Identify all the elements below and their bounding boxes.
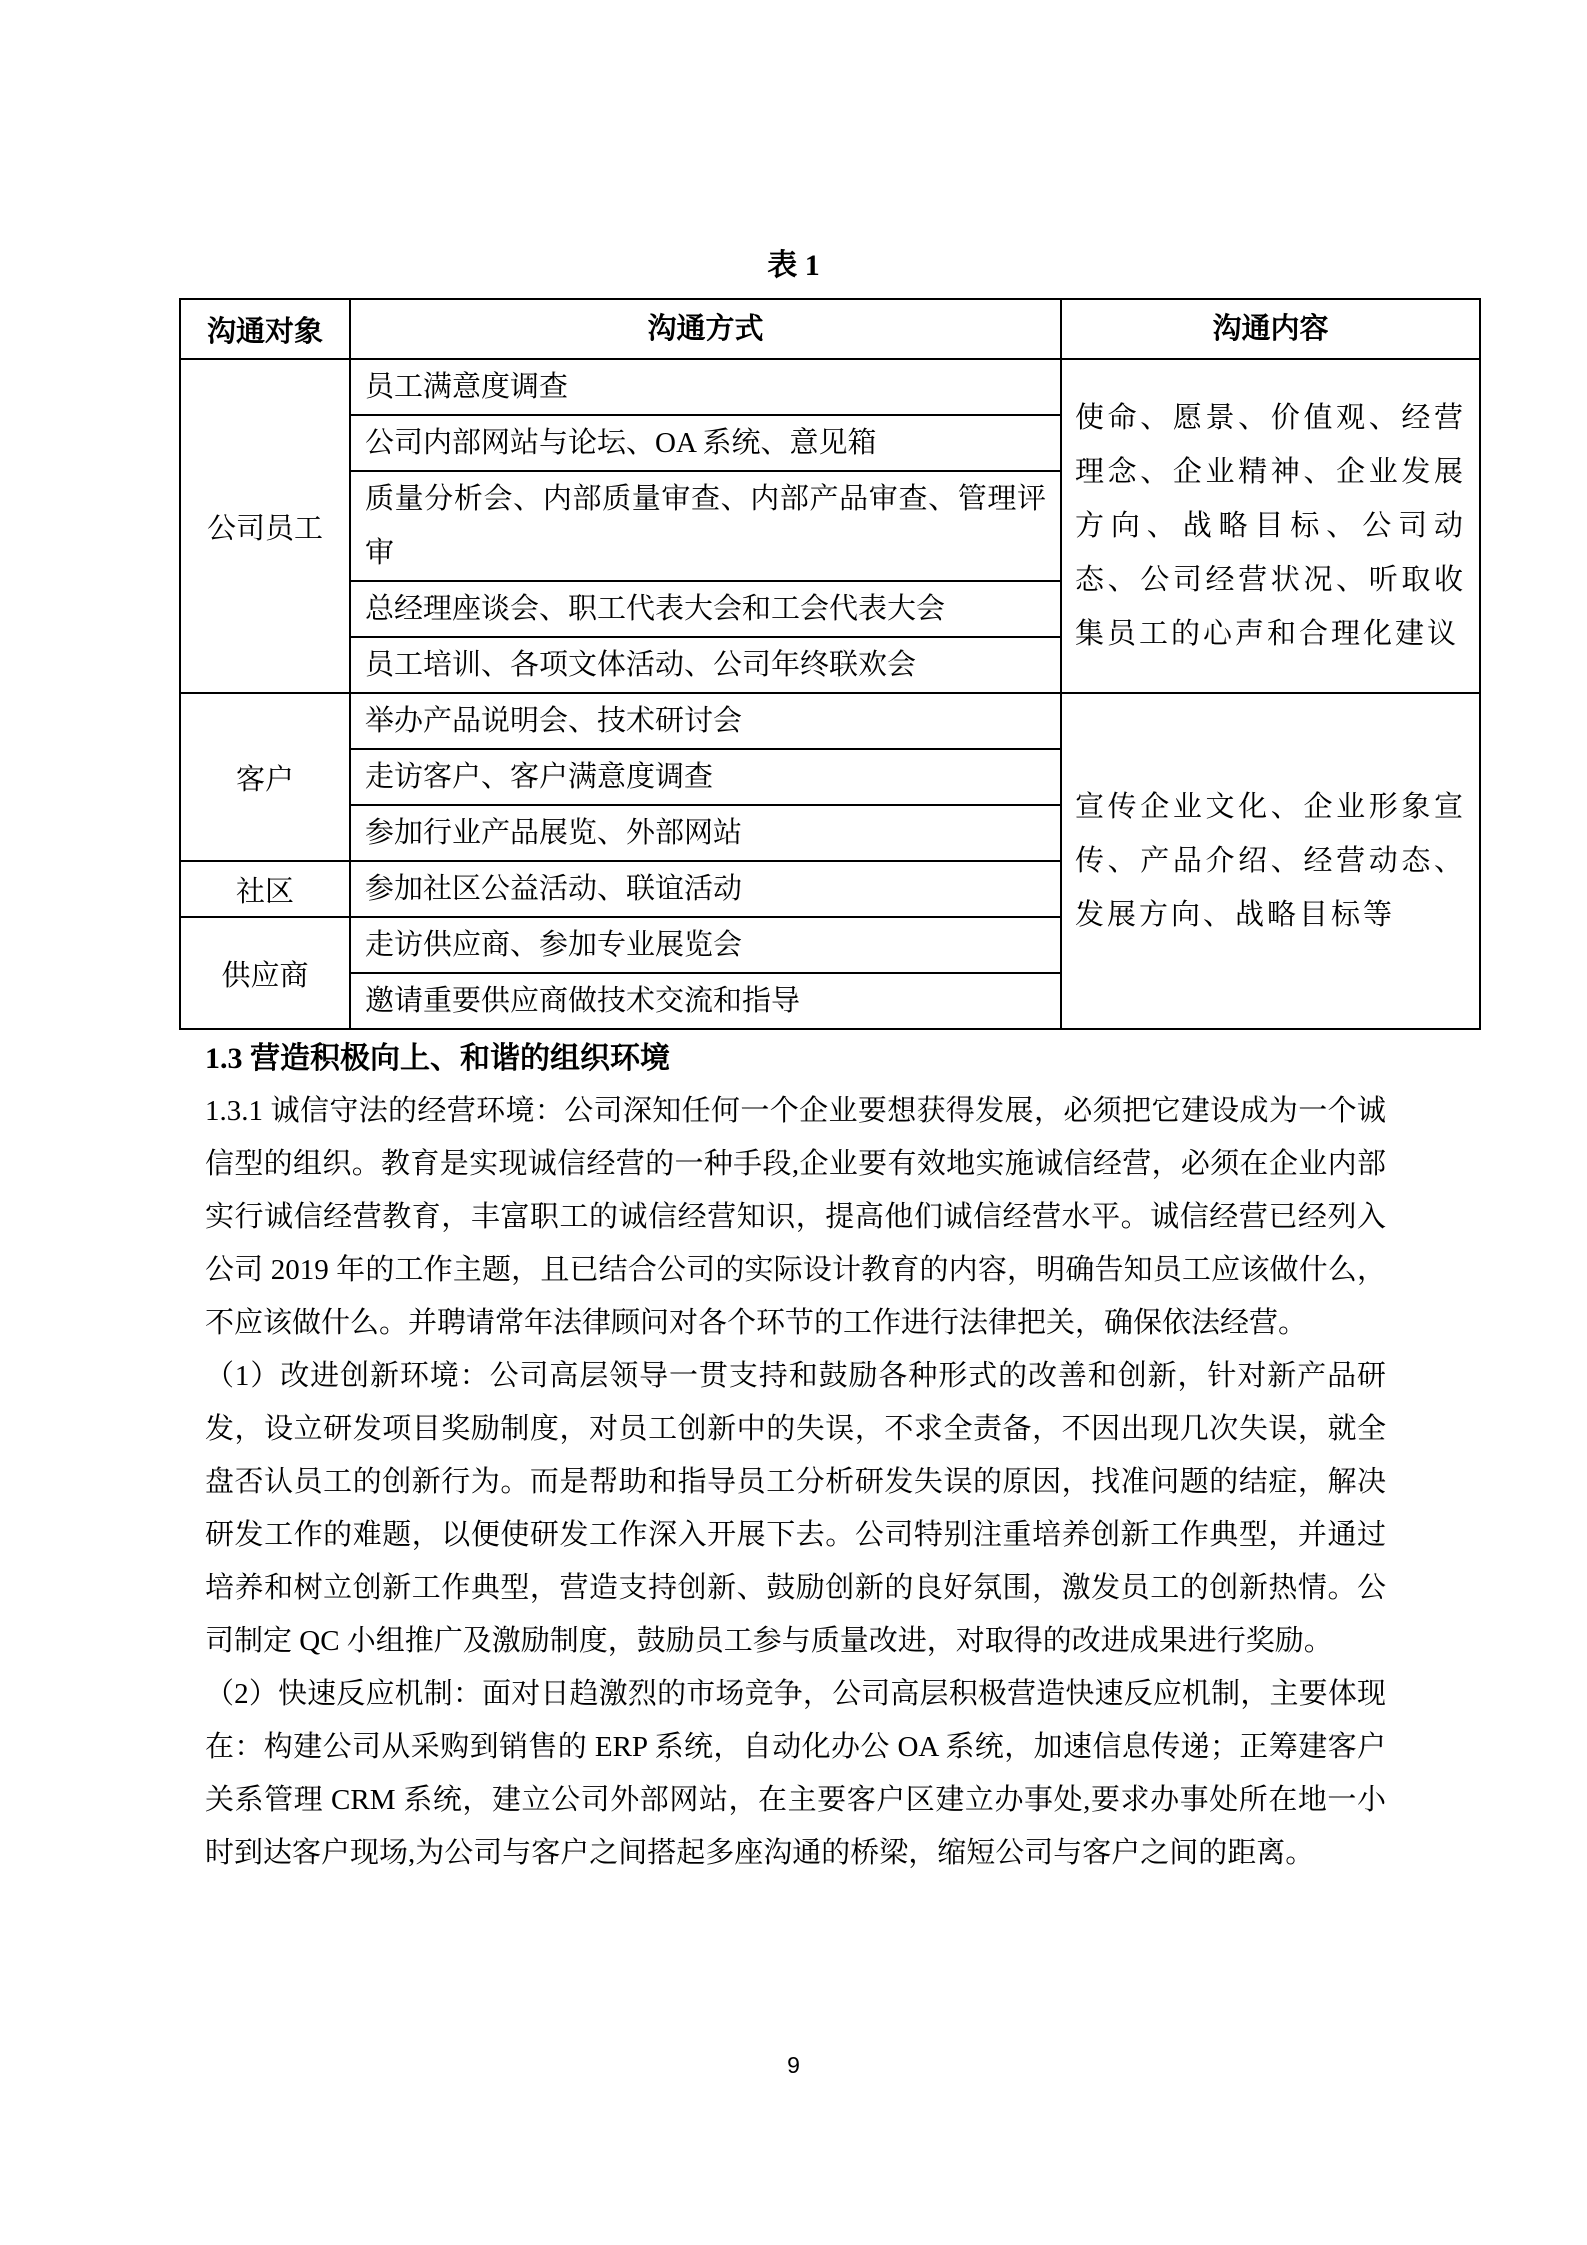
method-cell: 员工培训、各项文体活动、公司年终联欢会 — [350, 637, 1061, 693]
method-cell: 举办产品说明会、技术研讨会 — [350, 693, 1061, 749]
target-cell-employees: 公司员工 — [180, 359, 350, 693]
content-cell-internal: 使命、愿景、价值观、经营理念、企业精神、企业发展方向、战略目标、公司动态、公司经营状况、听取收集员工的心声和合理化建议 — [1061, 359, 1480, 693]
page-number: 9 — [787, 2052, 800, 2078]
table-row — [180, 693, 1480, 749]
method-cell: 参加行业产品展览、外部网站 — [350, 805, 1061, 861]
paragraph-honesty-environment: 1.3.1 诚信守法的经营环境：公司深知任何一个企业要想获得发展，必须把它建设成为一个诚信型的组织。教育是实现诚信经营的一种手段,企业要有效地实施诚信经营，必须在企业内部实行诚信经营教育，丰富职工的诚信经营知识，提高他们诚信经营水平。诚信经营已经列入公司 2019 年的工作主题，且已结合公司的实际设计教育的内容，明确告知员工应该做什么，不应该做什么。并聘请常年法律顾问对各个环节的工作进行法律把关，确保依法经营。 — [205, 1095, 1386, 1339]
method-cell: 总经理座谈会、职工代表大会和工会代表大会 — [350, 581, 1061, 637]
column-header-target: 沟通对象 — [180, 299, 350, 359]
paragraph-rapid-response: （2）快速反应机制：面对日趋激烈的市场竞争，公司高层积极营造快速反应机制，主要体现在：构建公司从采购到销售的 ERP 系统，自动化办公 OA 系统，加速信息传递；正筹建客户关系管理 CRM 系统，建立公司外部网站，在主要客户区建立办事处,要求办事处所在地一小时到达客户现场,为公司与客户之间搭起多座沟通的桥梁，缩短公司与客户之间的距离。 — [205, 1678, 1386, 1869]
method-cell: 走访客户、客户满意度调查 — [350, 749, 1061, 805]
table-row — [180, 359, 1480, 415]
table-title: 表 1 — [767, 249, 820, 282]
body-text-block — [205, 1032, 1386, 1880]
column-header-content: 沟通内容 — [1061, 299, 1480, 359]
table-header-row — [180, 299, 1480, 359]
section-heading: 1.3 营造积极向上、和谐的组织环境 — [205, 1042, 670, 1075]
target-cell-customers: 客户 — [180, 693, 350, 861]
method-cell: 公司内部网站与论坛、OA 系统、意见箱 — [350, 415, 1061, 471]
method-cell: 员工满意度调查 — [350, 359, 1061, 415]
target-cell-community: 社区 — [180, 861, 350, 917]
method-cell: 质量分析会、内部质量审查、内部产品审查、管理评审 — [350, 471, 1061, 581]
communication-table — [179, 298, 1481, 1030]
column-header-method: 沟通方式 — [350, 299, 1061, 359]
paragraph-innovation-environment: （1）改进创新环境：公司高层领导一贯支持和鼓励各种形式的改善和创新，针对新产品研发，设立研发项目奖励制度，对员工创新中的失误，不求全责备，不因出现几次失误，就全盘否认员工的创新行为。而是帮助和指导员工分析研发失误的原因，找准问题的结症，解决研发工作的难题，以便使研发工作深入开展下去。公司特别注重培养创新工作典型，并通过培养和树立创新工作典型，营造支持创新、鼓励创新的良好氛围，激发员工的创新热情。公司制定 QC 小组推广及激励制度，鼓励员工参与质量改进，对取得的改进成果进行奖励。 — [205, 1360, 1386, 1657]
content-cell-external: 宣传企业文化、企业形象宣传、产品介绍、经营动态、发展方向、战略目标等 — [1061, 693, 1480, 1029]
method-cell: 邀请重要供应商做技术交流和指导 — [350, 973, 1061, 1029]
method-cell: 参加社区公益活动、联谊活动 — [350, 861, 1061, 917]
target-cell-suppliers: 供应商 — [180, 917, 350, 1029]
method-cell: 走访供应商、参加专业展览会 — [350, 917, 1061, 973]
